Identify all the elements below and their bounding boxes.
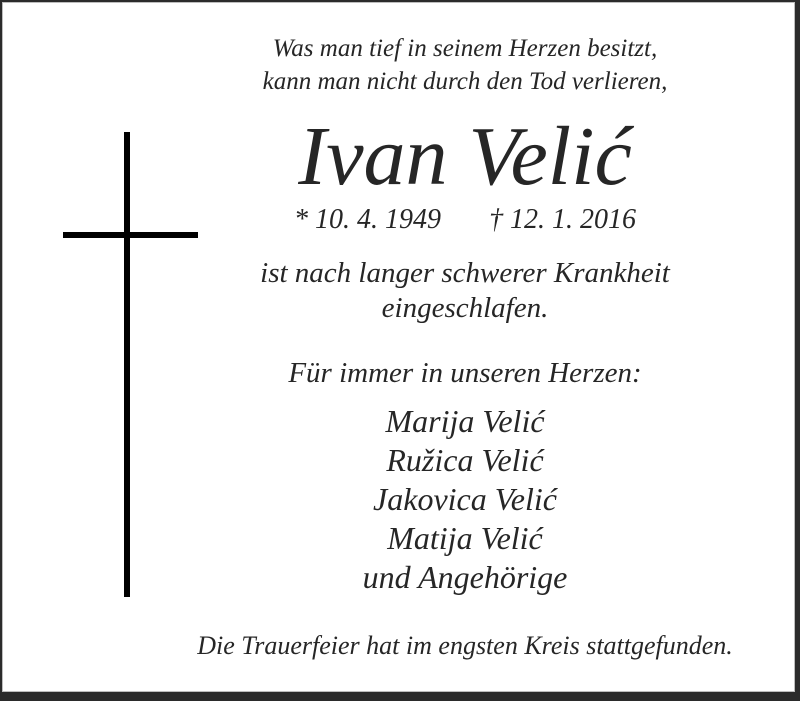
life-dates <box>135 203 795 237</box>
mourners-list <box>135 402 795 597</box>
death-message-line-1: ist nach langer schwerer Krankheit <box>260 257 670 289</box>
birth-date: * 10. 4. 1949 <box>294 204 441 235</box>
death-date: † 12. 1. 2016 <box>489 204 636 235</box>
death-message-line-2: eingeschlafen. <box>381 292 549 324</box>
epigraph <box>135 32 795 98</box>
death-message <box>135 256 795 326</box>
funeral-note: Die Trauerfeier hat im engsten Kreis stattgefunden. <box>197 631 733 660</box>
deceased-name: Ivan Velić <box>298 110 632 203</box>
mourner-name: Marija Velić <box>385 403 545 439</box>
mourner-name: Jakovica Velić <box>373 481 557 517</box>
mourner-name: und Angehörige <box>362 559 568 595</box>
notice-content <box>135 2 795 692</box>
memorial-cross-vertical-bar <box>124 132 130 597</box>
epigraph-line-1: Was man tief in seinem Herzen besitzt, <box>272 35 658 62</box>
epigraph-line-2: kann man nicht durch den Tod verlieren, <box>262 68 668 95</box>
mourner-name: Ružica Velić <box>386 442 544 478</box>
mourners-intro: Für immer in unseren Herzen: <box>288 357 642 389</box>
mourner-name: Matija Velić <box>387 520 543 556</box>
